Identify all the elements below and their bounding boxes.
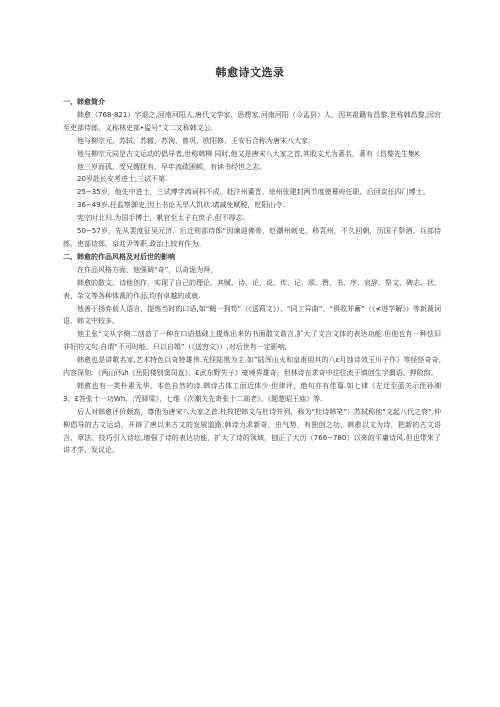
paragraph: 他与柳宗元、苏轼、苏辙、苏洵、曾巩、欧阳修、王安石合称为唐宋八大家. [77, 136, 311, 145]
paragraph: 韩愈的散文、诗他创作，实现了自己的理论。其赋、诗、论、说、传、记、颂、赞、书、序、哀辞、祭文、碑志、状、表、杂文等各种体裁的作品,均有卓越的成就. [63, 278, 441, 300]
paragraph: 宪宗时北归.为国手博士，累官至太子右庶子.但不得志. [77, 214, 245, 223]
paragraph: 在作品风格方面，他强调“奇”，以奇诡为拜， [77, 265, 218, 274]
paragraph: 25−35岁，他先中进士，三试博学鸿词科不成，赴汴州董晋、徐州张建封两节度使幕府任职。后回京任四门博士。 [77, 188, 430, 197]
paragraph: 50−57岁，先从裴度征吴元济，后迁刑部侍郎“因谏迎佛骨，贬潮州刺史。移袁州，不久回朝，历国子祭酒、兵部侍郎、吏部侍郎、京兆尹等职.政治上较有作为。 [63, 227, 441, 248]
paragraph: 他与柳宗元同是古文运动的倡导者,世称韩柳 同时,他又是唐宋八大家之首,其股文尤为著名，著有《昌黎先生集K [77, 149, 420, 158]
section-heading: 一、韩愈简介 [63, 98, 105, 106]
paragraph: 他三岁而孤，受兄嫂抚有，早年流疏困顿，有读书经世之志。 [77, 162, 266, 171]
paragraph: 韩愈（768-821）字退之,河南河阳人,唐代文学家、思想家.河南河阳（今孟县）人，因其祖籍布昌黎.世称韩昌黎,因官至吏部侍郎，义称林史部•谥号“文二又称韩文公. [63, 110, 441, 132]
paragraph: 他主张“文从字侧二创造了一种在口语基础上提炼出来的书面散文谐言,扩大了文言文体的表达功能.但他也有一种怯旧非好的文句.自谓“不可时能，只以自娟”（《送穷文》）,对后世有一定影响, [63, 330, 441, 352]
paragraph: 36−49岁.任监察御史,因上书论天旱人饥状.请减免赋税，贬阳山令. [77, 201, 285, 210]
paragraph: 后人对韩愈评价颇高，尊他为唐宋八大家之首.杜牧把韩文与杜诗并列，称为“杜诗韩笔”：苏轼称他“文起八代之衰”.仲柳倡导的古文运动，开辟了唐以来古文的发展道路,韩诗力求新奇，虫气势，有独创之功，韩愈以文为诗，把新的古文语言、章法、技巧引入诗坛,增强了诗的表达功能，扩大了诗的领域，刨正了大历（766−780）以来的平庸诗风.但也带来了讲才学、发议论、 [63, 407, 441, 455]
paragraph: 韩愈也是讲歌名家,艺术特色以奇特雄伟.光怪陆黑为主.如”陆浑山火和皇甫用其的八ε月蚀诗效玉川子作》等怪怪奇奇,内容深刻：《两山ï¾h《岳阳楼别窦司直》、£武东野失子》豪境界雄奇，但林诗在求奇中往往流于填创生字偶语、押险韵。 [63, 356, 441, 378]
section-heading: 二、韩愈的作品风格及对后世的影响 [63, 252, 175, 261]
paragraph: 20岁赴长安考进士,三试不第. [77, 175, 168, 184]
paragraph: 韩愈也有一类朴素无华、本色自然的诗.韩诗古体工而近体少·但律评、绝句亦有佳篇.如七律《左迁至蓝关示侄孙湘3、£答张十一功Wh、:咒驿梁》，七维《次潮关先寄张十二阁老》、《题楚昭王庙》等. [63, 381, 441, 403]
page-title: 韩愈诗文选录 [215, 66, 285, 79]
paragraph: 他善于扬弃前人语言，提炼当时的口语,如“蝇一狗苟”（《送莉文》）、“同工异曲”、“俱收并蓄”（《≮进学解》）等新裁词语，韩文中较多。 [63, 304, 441, 326]
document-body [63, 96, 441, 457]
